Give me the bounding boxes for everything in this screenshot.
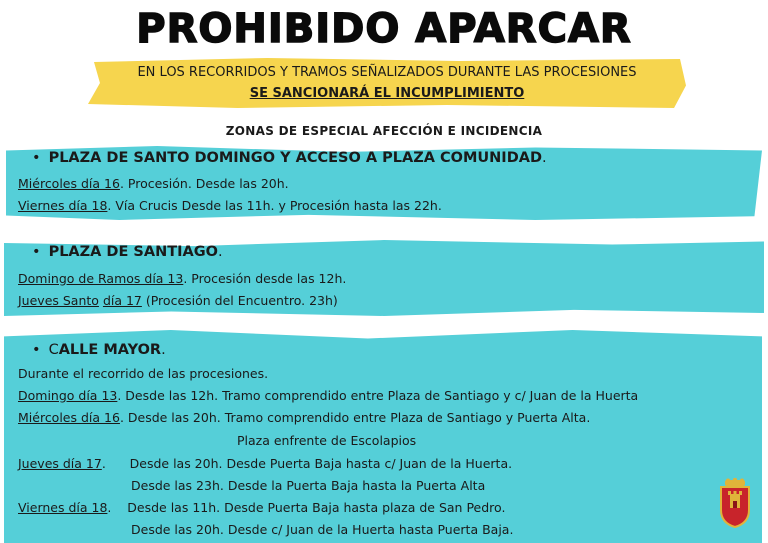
list-item: Viernes día 18. Desde las 11h. Desde Puerta Baja hasta plaza de San Pedro. — [18, 500, 506, 515]
list-item: Plaza enfrente de Escolapios — [237, 433, 417, 448]
list-item: Jueves día 17. Desde las 20h. Desde Puerta Baja hasta c/ Juan de la Huerta. — [18, 456, 513, 471]
bullet-icon: • — [32, 342, 41, 358]
list-item: Jueves Santo día 17 (Procesión del Encuentro. 23h) — [18, 293, 338, 308]
section-intro: Durante el recorrido de las procesiones. — [18, 366, 269, 381]
list-item: Domingo de Ramos día 13. Procesión desde las 12h. — [18, 271, 347, 286]
coat-of-arms-icon — [718, 478, 752, 528]
page-title: PROHIBIDO APARCAR — [136, 6, 632, 52]
list-item: Miércoles día 16. Desde las 20h. Tramo comprendido entre Plaza de Santiago y Puerta Alta. — [18, 410, 591, 425]
list-item: Desde las 20h. Desde c/ Juan de la Huerta hasta Puerta Baja. — [131, 522, 514, 537]
zones-heading: ZONAS DE ESPECIAL AFECCIÓN E INCIDENCIA — [225, 124, 543, 138]
banner-line-2: SE SANCIONARÁ EL INCUMPLIMIENTO — [249, 86, 525, 101]
list-item: Desde las 23h. Desde la Puerta Baja hasta la Puerta Alta — [131, 478, 486, 493]
bullet-icon: • — [32, 244, 41, 260]
list-item: Miércoles día 16. Procesión. Desde las 20h. — [18, 176, 289, 191]
banner-line-1: EN LOS RECORRIDOS Y TRAMOS SEÑALIZADOS DURANTE LAS PROCESIONES — [137, 65, 637, 80]
section-title-santiago: • PLAZA DE SANTIAGO. — [32, 244, 223, 260]
list-item: Viernes día 18. Vía Crucis Desde las 11h. y Procesión hasta las 22h. — [18, 198, 442, 213]
bullet-icon: • — [32, 150, 41, 166]
section-title-santo-domingo: • PLAZA DE SANTO DOMINGO Y ACCESO A PLAZA COMUNIDAD. — [32, 150, 547, 166]
section-title-calle-mayor: • CALLE MAYOR. — [32, 342, 166, 358]
list-item: Domingo día 13. Desde las 12h. Tramo comprendido entre Plaza de Santiago y c/ Juan de la Huerta — [18, 388, 639, 403]
